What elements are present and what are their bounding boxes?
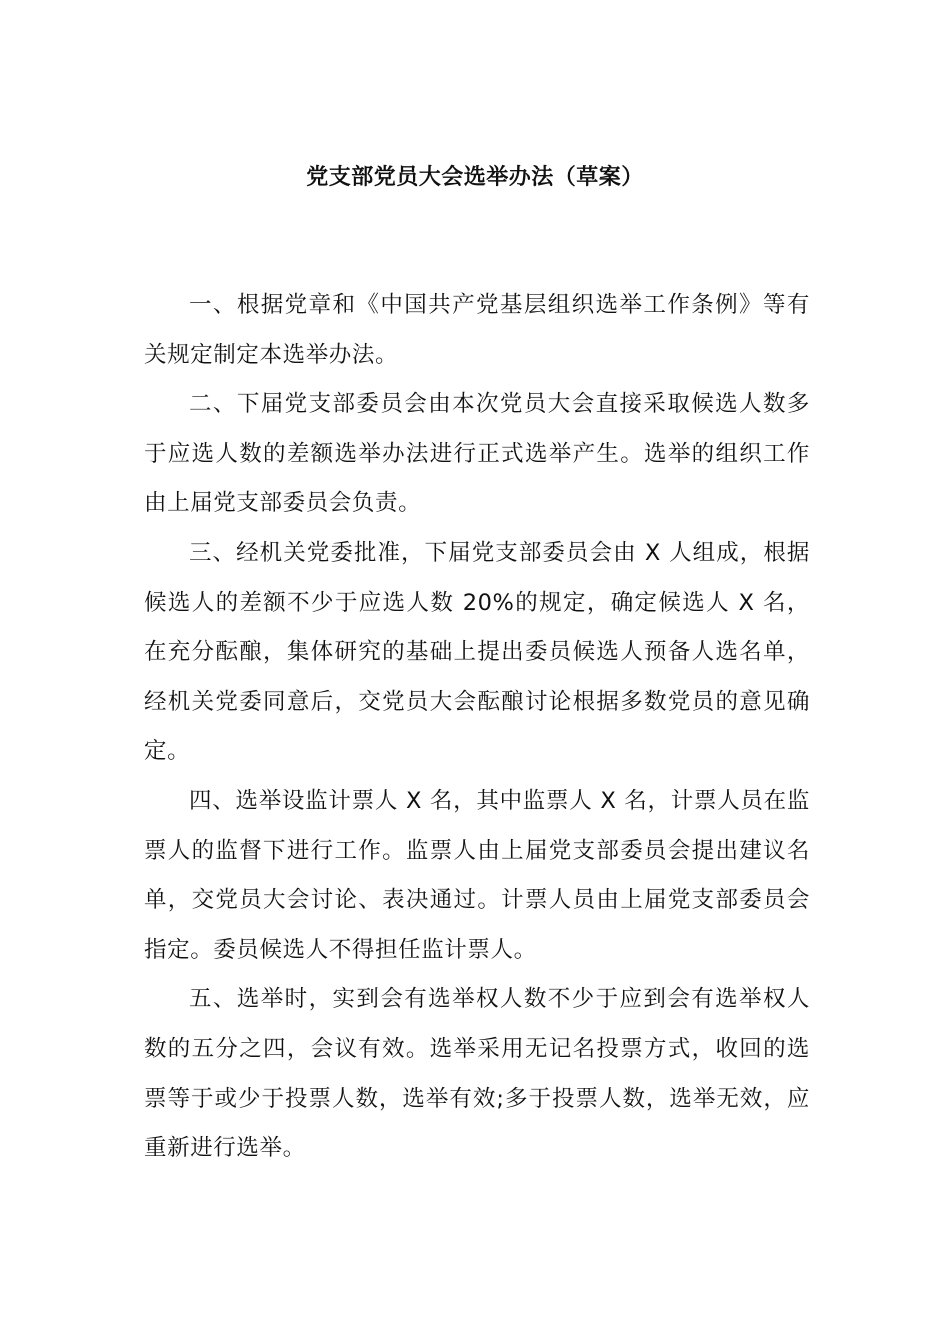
document-title: 党支部党员大会选举办法（草案） [306, 165, 644, 190]
document-body [144, 281, 810, 1174]
paragraph-5: 五、选举时，实到会有选举权人数不少于应到会有选举权人数的五分之四，会议有效。选举采用无记名投票方式，收回的选票等于或少于投票人数，选举有效;多于投票人数，选举无效，应重新进行选举。 [144, 986, 810, 1162]
paragraph-3: 三、经机关党委批准，下届党支部委员会由 X 人组成，根据候选人的差额不少于应选人数 20%的规定，确定候选人 X 名，在充分酝酿，集体研究的基础上提出委员候选人预备人选名单，经机关党委同意后，交党员大会酝酿讨论根据多数党员的意见确定。 [144, 539, 810, 765]
paragraph-4: 四、选举设监计票人 X 名，其中监票人 X 名，计票人员在监票人的监督下进行工作。监票人由上届党支部委员会提出建议名单，交党员大会讨论、表决通过。计票人员由上届党支部委员会指定。委员候选人不得担任监计票人。 [144, 787, 810, 963]
paragraph-1: 一、根据党章和《中国共产党基层组织选举工作条例》等有关规定制定本选举办法。 [144, 292, 810, 368]
paragraph-2: 二、下届党支部委员会由本次党员大会直接采取候选人数多于应选人数的差额选举办法进行正式选举产生。选举的组织工作由上届党支部委员会负责。 [144, 391, 810, 517]
